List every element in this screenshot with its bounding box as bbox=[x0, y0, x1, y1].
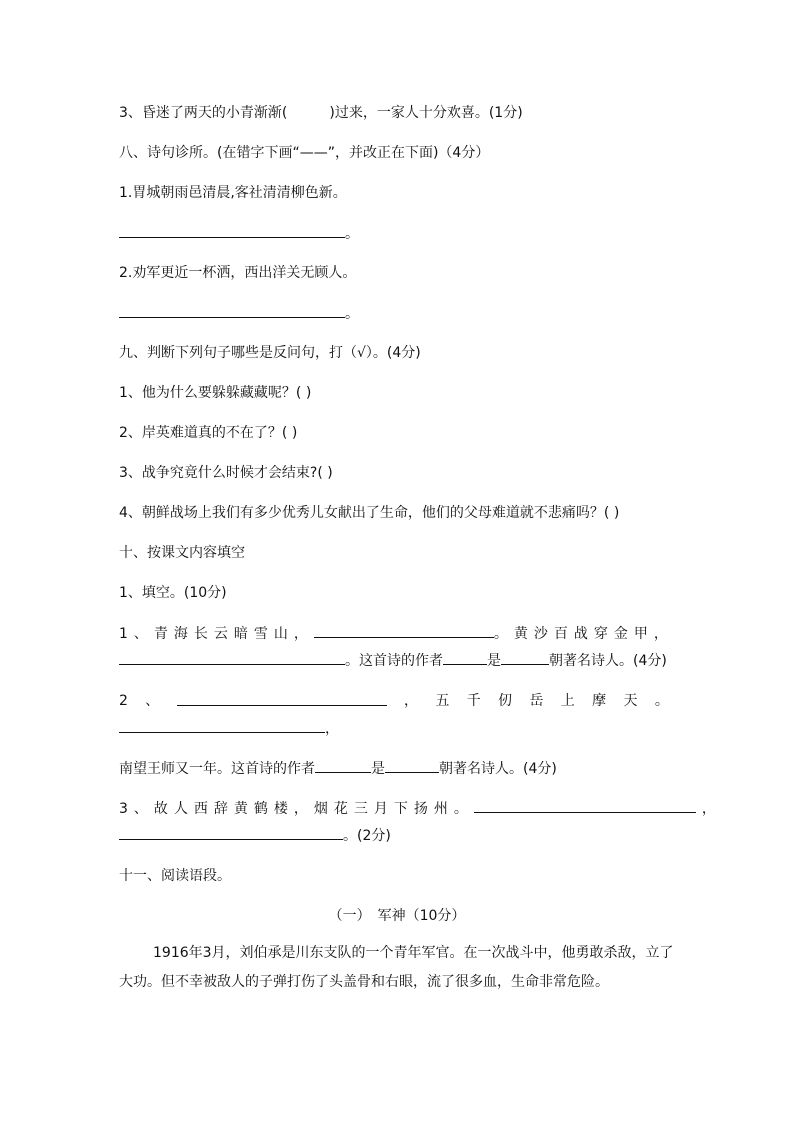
poem-2-mark: 、 bbox=[145, 693, 160, 709]
poem-blank[interactable] bbox=[177, 691, 387, 706]
poem-2-line-c bbox=[119, 758, 557, 779]
poem-1-tail: 朝著名诗人。(4分) bbox=[549, 653, 667, 669]
poem-2-comma-2: ， bbox=[325, 721, 339, 737]
question-3-revive: 3、昏迷了两天的小青渐渐( )过来，一家人十分欢喜。(1分) bbox=[119, 105, 523, 121]
poem-2-char: 。 bbox=[654, 693, 669, 709]
poem-1-author-label: 。这首诗的作者 bbox=[345, 653, 443, 669]
poem-blank[interactable] bbox=[119, 650, 345, 665]
period-mark: 。 bbox=[345, 306, 359, 322]
section-11-heading: 十一、阅读语段。 bbox=[119, 868, 231, 884]
poem-2-char: 五 bbox=[435, 693, 450, 709]
poem-2-author-label: 南望王师又一年。这首诗的作者 bbox=[119, 761, 315, 777]
author-blank[interactable] bbox=[443, 650, 487, 665]
section-10-heading: 十、按课文内容填空 bbox=[119, 545, 245, 561]
poem-3-line-a bbox=[119, 798, 716, 819]
poem-2-char: 仞 bbox=[498, 693, 513, 709]
poem-3-comma: ， bbox=[701, 801, 716, 817]
answer-line-2 bbox=[119, 303, 359, 324]
poem-3-line-b bbox=[119, 825, 391, 846]
author-blank[interactable] bbox=[315, 758, 371, 773]
poem-2-number: 2 bbox=[119, 693, 128, 709]
passage-text: 1916年3月，刘伯承是川东支队的一个青年军官。在一次战斗中，他勇敢杀敌，立了大功。但不幸被敌人的子弹打伤了头盖骨和右眼，流了很多血，生命非常危险。 bbox=[119, 945, 674, 990]
answer-blank[interactable] bbox=[119, 303, 345, 318]
section-9-heading: 九、判断下列句子哪些是反问句，打（√）。(4分) bbox=[119, 345, 421, 361]
poem-1-text-b: 。黄沙百战穿金甲， bbox=[493, 626, 674, 642]
rhetorical-item-2: 2、岸英难道真的不在了？( ) bbox=[119, 425, 298, 441]
fill-in-heading: 1、填空。(10分) bbox=[119, 585, 227, 601]
answer-blank[interactable] bbox=[119, 223, 345, 238]
poem-1-is: 是 bbox=[487, 653, 501, 669]
poem-1-line-a bbox=[119, 623, 674, 644]
poem-2-is: 是 bbox=[371, 761, 385, 777]
section-8-heading: 八、诗句诊所。(在错字下画“——”，并改正在下面)（4分） bbox=[119, 145, 490, 161]
poem-2-char: 千 bbox=[466, 693, 481, 709]
poem-2-char: 上 bbox=[560, 693, 575, 709]
poem-2-char: 摩 bbox=[592, 693, 607, 709]
dynasty-blank[interactable] bbox=[501, 650, 549, 665]
rhetorical-item-1: 1、他为什么要躲躲藏藏呢？( ) bbox=[119, 385, 312, 401]
poem-3-text: 3、故人西辞黄鹤楼，烟花三月下扬州。 bbox=[119, 801, 474, 817]
poem-2-comma: ， bbox=[404, 693, 418, 709]
poem-blank[interactable] bbox=[314, 623, 494, 638]
period-mark: 。 bbox=[345, 226, 359, 242]
poem-error-line-2: 2.劝军更近一杯洒，西出洋关无顾人。 bbox=[119, 265, 357, 281]
poem-2-line-a bbox=[119, 691, 669, 711]
answer-line-1 bbox=[119, 223, 359, 244]
poem-2-tail: 朝著名诗人。(4分) bbox=[439, 761, 557, 777]
poem-1-text-a: 1、青海长云暗雪山， bbox=[119, 626, 314, 642]
rhetorical-item-4: 4、朝鲜战场上我们有多少优秀儿女献出了生命，他们的父母难道就不悲痛吗？( ) bbox=[119, 505, 620, 521]
poem-error-line-1: 1.胃城朝雨邑清晨,客社清清柳色新。 bbox=[119, 185, 347, 201]
poem-blank[interactable] bbox=[119, 825, 343, 840]
poem-2-char: 岳 bbox=[529, 693, 544, 709]
dynasty-blank[interactable] bbox=[385, 758, 439, 773]
passage-title: （一） 军神（10分） bbox=[328, 908, 466, 924]
poem-blank[interactable] bbox=[119, 718, 325, 733]
poem-2-char: 天 bbox=[623, 693, 638, 709]
poem-blank[interactable] bbox=[474, 798, 696, 813]
poem-3-tail: 。(2分) bbox=[343, 828, 391, 844]
rhetorical-item-3: 3、战争究竟什么时候才会结束?( ) bbox=[119, 465, 333, 481]
poem-2-line-b bbox=[119, 718, 339, 739]
poem-1-line-b bbox=[119, 650, 667, 671]
